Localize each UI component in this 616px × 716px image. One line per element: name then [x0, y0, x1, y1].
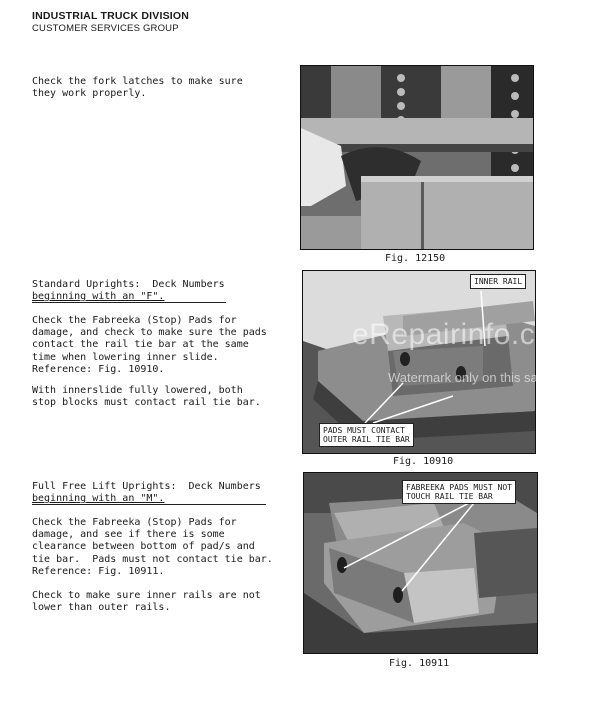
header-group: CUSTOMER SERVICES GROUP	[32, 23, 179, 34]
heading-rule	[32, 302, 226, 303]
watermark-note: Watermark only on this sample	[388, 370, 566, 385]
fork-latch-instruction: Check the fork latches to make sure they work properly.	[32, 76, 243, 100]
standard-uprights-stop-block-text: With innerslide fully lowered, both stop blocks must contact rail tie bar.	[32, 385, 261, 409]
full-free-lift-heading: Full Free Lift Uprights: Deck Numbers beginning with an "M".	[32, 481, 261, 505]
callout-pads-must-contact: PADS MUST CONTACT OUTER RAIL TIE BAR	[319, 423, 414, 447]
callout-inner-rail: INNER RAIL	[470, 274, 526, 289]
watermark-site: eRepairinfo.com	[352, 318, 578, 351]
header-division: INDUSTRIAL TRUCK DIVISION	[32, 10, 190, 22]
standard-uprights-check-text: Check the Fabreeka (Stop) Pads for damage, and check to make sure the pads contact the rail tie bar at the same time when lowering inner slide. Reference: Fig. 10910.	[32, 315, 267, 375]
full-free-lift-check-text: Check the Fabreeka (Stop) Pads for damage, and see if there is some clearance between bottom of pad/s and tie bar. Pads must not contact tie bar. Reference: Fig. 10911.	[32, 517, 273, 577]
callout-pads-must-not-touch: FABREEKA PADS MUST NOT TOUCH RAIL TIE BAR	[402, 480, 516, 504]
figure-caption-10910: Fig. 10910	[393, 456, 454, 467]
fork-latch-photo	[300, 65, 534, 250]
figure-caption-10911: Fig. 10911	[389, 658, 450, 669]
standard-uprights-heading: Standard Uprights: Deck Numbers beginning with an "F".	[32, 279, 225, 303]
figure-caption-12150: Fig. 12150	[385, 253, 446, 264]
heading-rule	[32, 504, 266, 505]
full-free-lift-rails-text: Check to make sure inner rails are not lower than outer rails.	[32, 590, 261, 614]
